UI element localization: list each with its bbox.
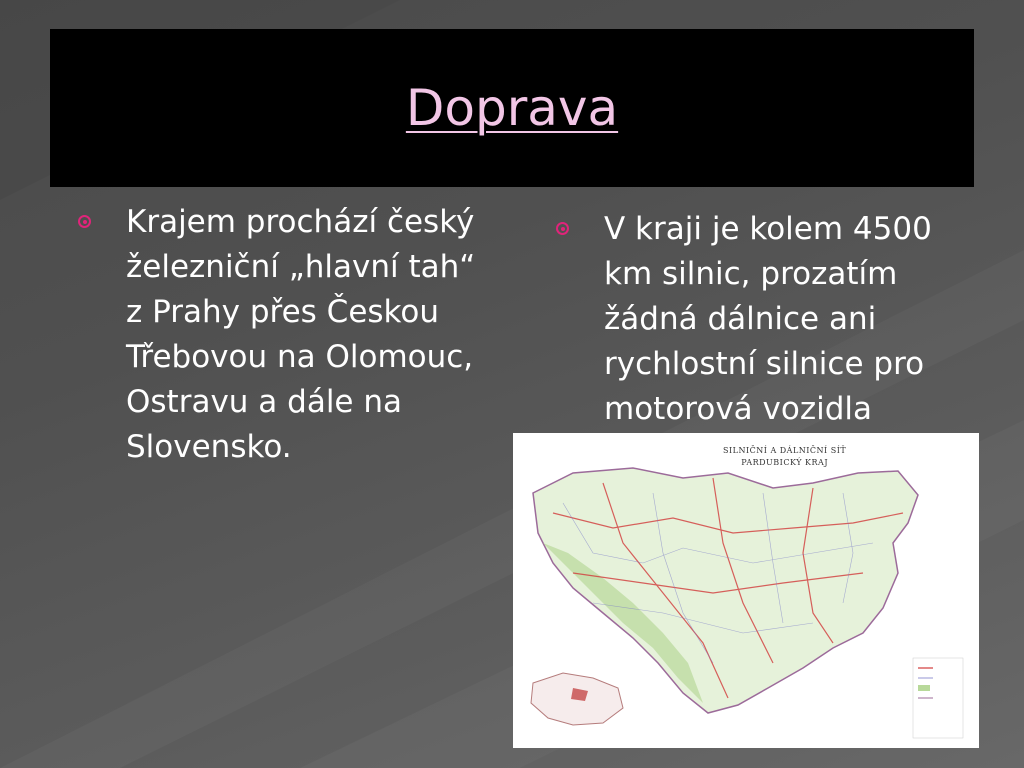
road-network-map xyxy=(513,433,979,748)
map-graphic xyxy=(513,433,979,748)
slide-title: Doprava xyxy=(405,79,619,137)
map-legend xyxy=(913,658,963,738)
map-title-line2: PARDUBICKÝ KRAJ xyxy=(741,458,829,467)
bullet-icon xyxy=(78,215,91,228)
bullet-icon xyxy=(556,222,569,235)
map-title xyxy=(723,445,846,469)
map-title-line1: SILNIČNÍ A DÁLNIČNÍ SÍŤ xyxy=(723,446,847,455)
bullet-text-roads: V kraji je kolem 4500 km silnic, prozatím žádná dálnice ani rychlostní silnice pro motorová vozidla xyxy=(604,211,932,427)
bullet-text-railway: Krajem prochází český železniční „hlavní tah“ z Prahy přes Českou Třebovou na Olomouc, Ostravu a dále na Slovensko. xyxy=(126,204,476,465)
